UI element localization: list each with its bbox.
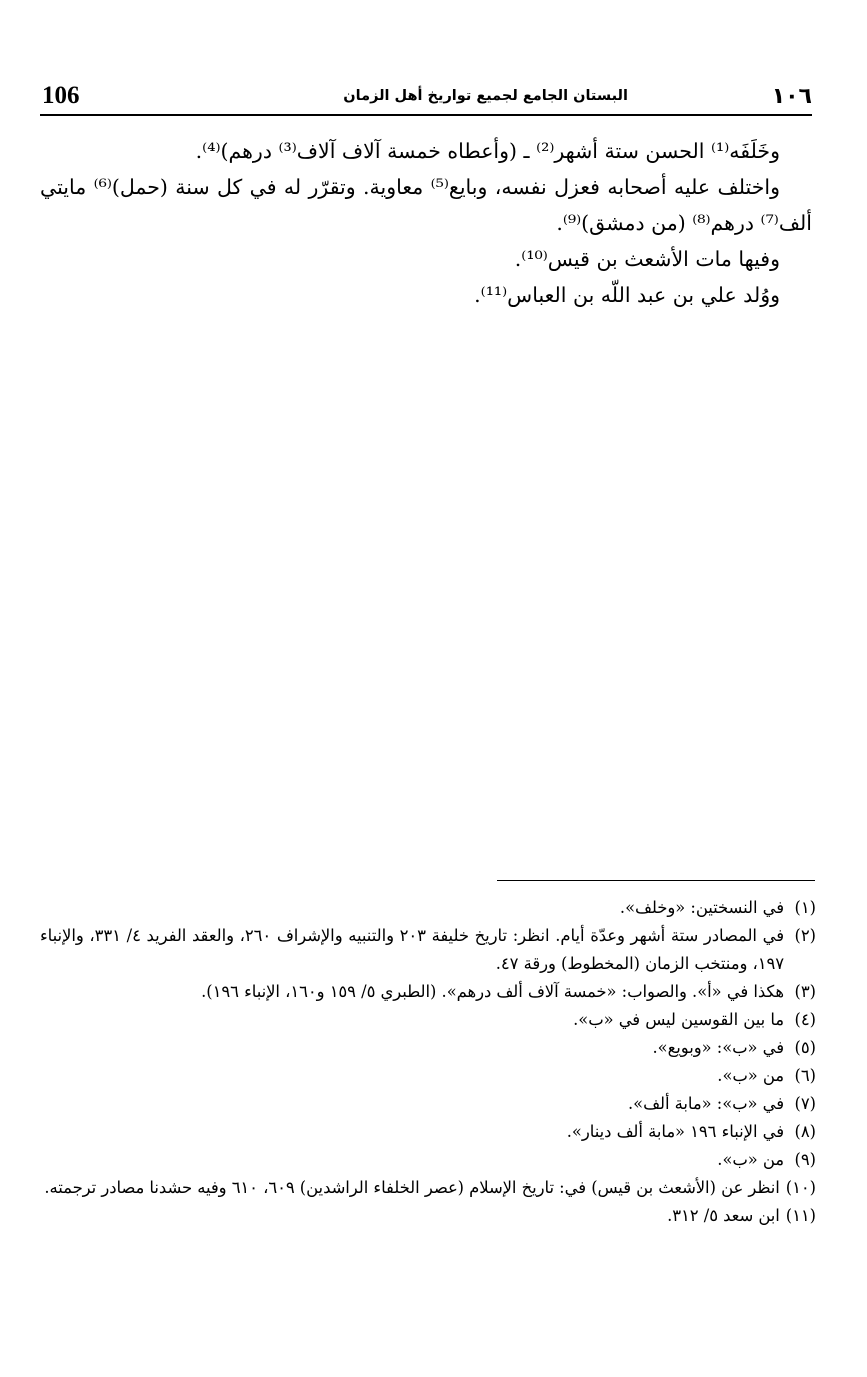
main-text [40, 133, 812, 313]
footnote-text: في «ب»: «وبويع». [652, 1038, 784, 1057]
running-title: البستان الجامع لجميع تواريخ أهل الزمان [343, 88, 628, 104]
footnote-text: من «ب». [717, 1066, 784, 1085]
page-number-latin: 106 [42, 82, 80, 109]
footnote-item [40, 1090, 816, 1118]
footnote-item [40, 1034, 816, 1062]
footnote-item [40, 1202, 816, 1230]
footnote-number: (١) [794, 898, 816, 917]
footnote-number: (٦) [794, 1066, 816, 1085]
footnote-text: ابن سعد ٥/ ٣١٢. [667, 1206, 780, 1225]
footnote-text: في الإنباء ١٩٦ «مابة ألف دينار». [566, 1122, 784, 1141]
footnote-number: (٤) [794, 1010, 816, 1029]
page-number-arabic: ١٠٦ [771, 83, 812, 109]
footnote-item [40, 1174, 816, 1202]
footnote-number: (٥) [794, 1038, 816, 1057]
footnote-separator [497, 880, 815, 881]
footnote-number: (٢) [794, 926, 816, 945]
footnote-item [40, 1062, 816, 1090]
paragraph: وخَلَفَه⁽¹⁾ الحسن ستة أشهر⁽²⁾ ـ (وأعطاه خمسة آلاف آلاف⁽³⁾ درهم)⁽⁴⁾. [195, 139, 780, 163]
footnote-number: (١٠) [785, 1178, 816, 1197]
paragraph: ووُلد علي بن عبد اللّه بن العباس⁽¹¹⁾. [474, 283, 780, 307]
footnote-item [40, 894, 816, 922]
footnote-list [40, 894, 816, 1230]
footnotes [40, 894, 816, 1230]
paragraph: واختلف عليه أصحابه فعزل نفسه، وبايع⁽⁵⁾ معاوية. وتقرّر له في كل سنة (حمل)⁽⁶⁾ مايتي ألف⁽⁷⁾ درهم⁽⁸⁾ (من دمشق)⁽⁹⁾. [40, 175, 812, 235]
footnote-number: (٣) [794, 982, 816, 1001]
footnote-item [40, 1006, 816, 1034]
footnote-text: هكذا في «أ». والصواب: «خمسة آلاف ألف درهم». (الطبري ٥/ ١٥٩ و١٦٠، الإنباء ١٩٦). [201, 982, 784, 1001]
footnote-text: في المصادر ستة أشهر وعدّة أيام. انظر: تاريخ خليفة ٢٠٣ والتنبيه والإشراف ٢٦٠، والعقد الفريد ٤/ ٣٣١، والإنباء ١٩٧، ومنتخب الزمان (المخطوط) ورقة ٤٧. [40, 926, 784, 973]
footnote-number: (٨) [794, 1122, 816, 1141]
footnote-text: من «ب». [717, 1150, 784, 1169]
page-header [40, 78, 812, 116]
footnote-text: انظر عن (الأشعث بن قيس) في: تاريخ الإسلام (عصر الخلفاء الراشدين) ٦٠٩، ٦١٠ وفيه حشدنا مصادر ترجمته. [44, 1178, 780, 1197]
footnote-item [40, 1146, 816, 1174]
footnote-text: ما بين القوسين ليس في «ب». [573, 1010, 784, 1029]
footnote-number: (١١) [785, 1206, 816, 1225]
footnote-text: في «ب»: «مابة ألف». [628, 1094, 784, 1113]
paragraph: وفيها مات الأشعث بن قيس⁽¹⁰⁾. [514, 247, 780, 271]
footnote-item [40, 1118, 816, 1146]
footnote-item [40, 978, 816, 1006]
footnote-number: (٩) [794, 1150, 816, 1169]
footnote-text: في النسختين: «وخلف». [619, 898, 784, 917]
footnote-item [40, 922, 816, 978]
footnote-number: (٧) [794, 1094, 816, 1113]
